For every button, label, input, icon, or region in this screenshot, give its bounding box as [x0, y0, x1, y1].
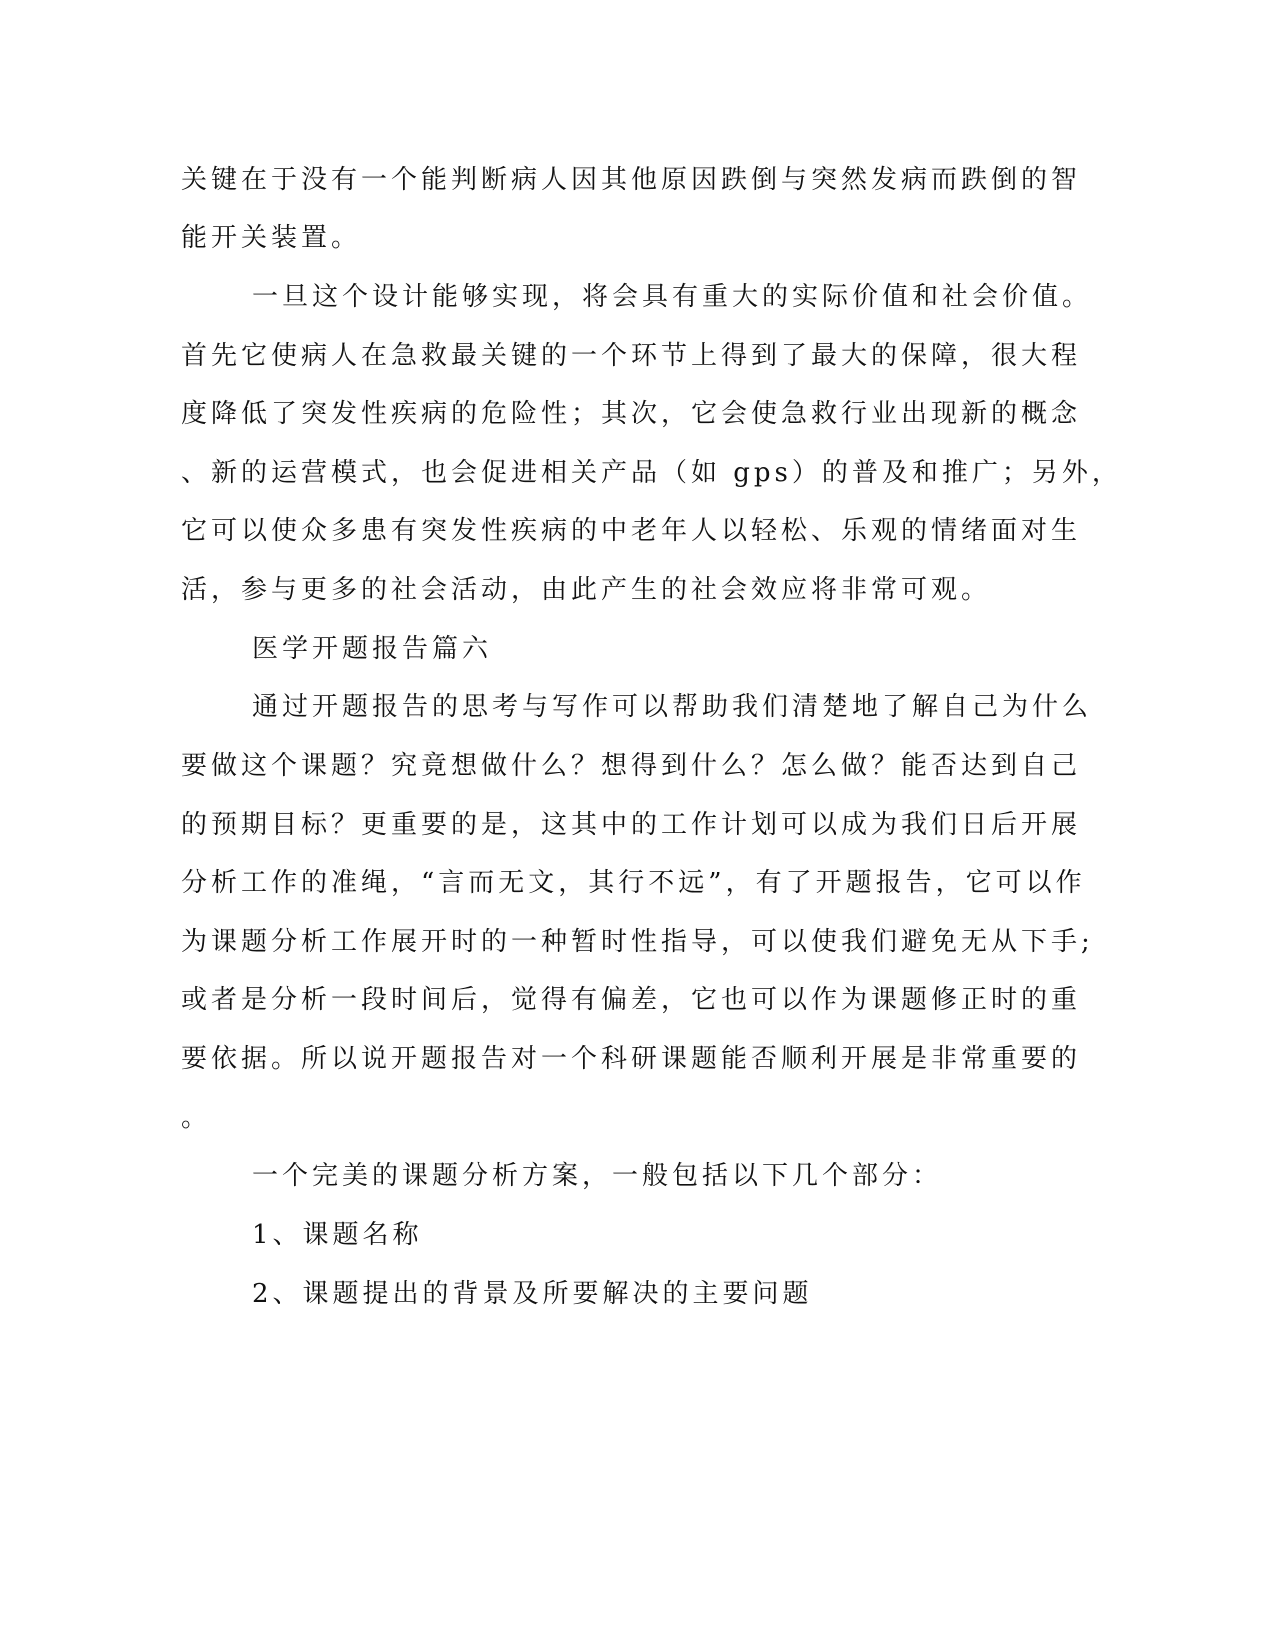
- text-line: 要依据。所以说开题报告对一个科研课题能否顺利开展是非常重要的: [181, 1044, 1082, 1074]
- paragraph-first-line: 通过开题报告的思考与写作可以帮助我们清楚地了解自己为什么: [252, 692, 1093, 722]
- text-line: 活，参与更多的社会活动，由此产生的社会效应将非常可观。: [181, 575, 992, 605]
- text-line: 。: [181, 1103, 212, 1133]
- text-line: 为课题分析工作展开时的一种暂时性指导，可以使我们避免无从下手;: [181, 927, 1094, 957]
- text-line: 关键在于没有一个能判断病人因其他原因跌倒与突然发病而跌倒的智: [181, 165, 1082, 195]
- list-item: 1、课题名称: [252, 1220, 423, 1250]
- text-line: 的预期目标？更重要的是，这其中的工作计划可以成为我们日后开展: [181, 810, 1082, 840]
- text-line: 、新的运营模式，也会促进相关产品（如 gps）的普及和推广；另外，: [181, 458, 1122, 488]
- paragraph-first-line: 一旦这个设计能够实现，将会具有重大的实际价值和社会价值。: [252, 282, 1093, 312]
- text-line: 首先它使病人在急救最关键的一个环节上得到了最大的保障，很大程: [181, 341, 1082, 371]
- text-line: 分析工作的准绳，“言而无文，其行不远”，有了开题报告，它可以作: [181, 868, 1086, 898]
- text-line: 它可以使众多患有突发性疾病的中老年人以轻松、乐观的情绪面对生: [181, 516, 1082, 546]
- paragraph-first-line: 一个完美的课题分析方案，一般包括以下几个部分：: [252, 1161, 943, 1191]
- list-item: 2、课题提出的背景及所要解决的主要问题: [252, 1279, 813, 1309]
- section-heading: 医学开题报告篇六: [252, 634, 493, 664]
- text-line: 要做这个课题？究竟想做什么？想得到什么？怎么做？能否达到自己: [181, 751, 1082, 781]
- text-line: 度降低了突发性疾病的危险性；其次，它会使急救行业出现新的概念: [181, 399, 1082, 429]
- text-line: 或者是分析一段时间后，觉得有偏差，它也可以作为课题修正时的重: [181, 985, 1082, 1015]
- text-line: 能开关装置。: [181, 223, 362, 253]
